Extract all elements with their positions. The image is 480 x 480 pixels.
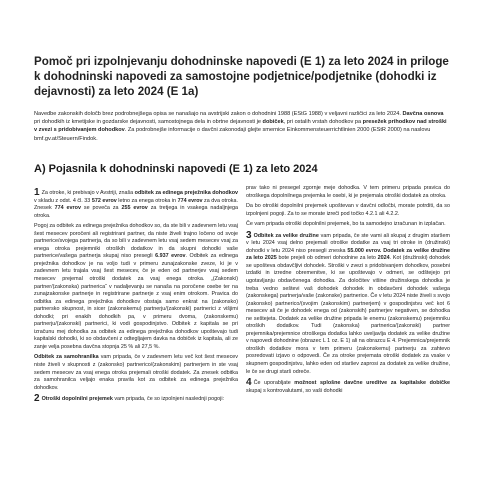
right-column bbox=[246, 185, 450, 398]
text: skupaj s kontrovalutami, so vaši dohodki bbox=[246, 387, 343, 394]
document-title: Pomoč pri izpolnjevanju dohodninske napovedi (E 1) za leto 2024 in priloge k dohodninski napovedi za samostojne podjetnice/podjetnike (dohodki iz dejavnosti) za leto 2024 (E 1a) bbox=[34, 55, 449, 98]
intro-bold-surplus: presežek prihodkov nad stroški v zvezi s pridobivanjem dohodkov bbox=[34, 119, 447, 134]
text: za tretjega in vsakega nadaljnjega otroka. bbox=[34, 205, 238, 219]
text: se poveča za bbox=[80, 205, 122, 212]
paragraph: prav tako ni presegel zgornje meje dohodka. V tem primeru pripada pravica do otroškega dopolnilnega prejemka le osebi, ki je prejemala otroški dodatek za otroka. bbox=[246, 185, 450, 199]
text: v skladu z odst. 4 čl. 33 bbox=[34, 197, 92, 204]
item-number: 4 bbox=[246, 377, 252, 389]
bold-text: 774 evrov bbox=[177, 197, 203, 204]
text: bote prejeli ob odmeri dohodnine za leto bbox=[276, 255, 378, 262]
item-number: 2 bbox=[34, 393, 40, 405]
bold-text: 255 evrov bbox=[121, 205, 148, 212]
bold-text: Odbitek za velike družine bbox=[253, 232, 319, 239]
bold-text: 774 evrov bbox=[54, 205, 81, 212]
text: . Kot (družinski) dohodek se upošteva obdavčljivi dohodek. Stroški v zvezi s pridobivanjem dohodkov, posebni izdatki in izredne obremenitve, ki se upoštevajo v odmeri, se odštejejo pri ugotavljanju obdavčenega dohodka. Za določitev višine družinskega dohodka je treba vedno seštevi vaš dohodek dohodek in obdavčeni dohodek vašega (zakonskega) partnerja/vaše (zakonske) partnerice. Če v letu 2024 niste živeli s svojo (zakonsko) partnerico/(svojim (zakonskim) partnerjem) v gospodinjstvu več kot 6 mesecev ali če je dohodek enega od (zakonskih) partnerjev negativen, se dohodka ne seštejeta. Dodatek za velike družine pripada le enemu (zakonskemu) prejemniku otroških dodatkov. Tudi (zakonska) partnerica/(zakonski) partner prejemnika/prejemnice otroškega dodatka lahko uveljavlja dodatek za velike družine v napovedi dohodnine (obrazec L 1 oz. E 1) ali na obrazcu E 4. Prejemnica/prejemnik otroških dodatkov mora v tem primeru (zakonskemu) partnerju za zahtevo posredovati izjavo o odpovedi. Če za otroke prejemata otroški dodatek za vsake v skupnem gospodinjstvu, lahko eden od staršev zaprosi za dodatek za velike družine, le če se drugi starš odreče. bbox=[246, 255, 450, 375]
intro-text: . Za podrobnejše informacije o davčni zakonodaji glejte smernice Einkommensteuerrichtlinien 2000 (EStR 2000) na naslovu bmf.gv.at/Steuern/Findok. bbox=[34, 127, 431, 142]
text: vam pripada, če v zadevnem letu več kot šest mesecev niste živeli v skupnosti z (zakonsko) partnerico/(zakonskim) partnerjem in ste vsaj sedem mesecev za vsaj enega otroka prejemali otroški dodatek. Za znesek odbitka za samohranilca veljajo enaka pravila kot za odbitek za edinega preježnika dohodkov. bbox=[34, 354, 238, 391]
text: Pogoj za odbitek za edinega preježnika dohodkov so, da ste bili v zadevnem letu vsaj šest mesecev poročeni ali registrirani partner, da niste živeli trajno ločeno od svoje partnerice/svojega partnerja, da so bili v zadevnem letu vsaj sedem mesecev vsaj za enega otroka prejemniki otroških dodatkov in da skupni dohodki vaše partnerice/vašega partnerja skupaj niso presegli bbox=[34, 223, 238, 260]
paragraph bbox=[34, 223, 238, 351]
intro-text: , pri ostalih vrstah dohodkov pa bbox=[283, 119, 363, 126]
item-number: 3 bbox=[246, 229, 252, 241]
item-number: 1 bbox=[34, 187, 40, 198]
item-4 bbox=[246, 379, 450, 395]
text: letno za enega otroka in bbox=[116, 197, 178, 204]
bold-text: možnost splošne davčne ureditve za kapitalske dobičke bbox=[294, 380, 451, 387]
item-2 bbox=[34, 395, 238, 404]
text: Za otroke, ki prebivajo v Avstriji, znaša bbox=[41, 190, 135, 196]
bold-text: 6.937 evrov bbox=[155, 253, 186, 260]
bold-text: 572 evrov bbox=[91, 197, 117, 204]
text: . Odbitek za edinega preježnika dohodkov je na voljo tudi v primeru zunajzakonske zveze, ki je v zadevnem letu trajala vsaj šest mesecev, če je eden od partnerjev vsaj sedem mesecev prejemal otroški dodatek za vsaj enega otroka. „(Zakonski) partner/(zakonska) partnerica“ v nadaljevanju se nanaša na poročene osebe ter na zunajzakonske partnerje in registrirane partnerje z vsaj enim otrokom. Pravica do odbitka za edinega preježnika dohodkov obstaja samo enkrat na (zakonsko) partnersko skupnost, in sicer (zakonskemu) partnerju/(zakonski) partnerici z višjimi dohodki; pri enakih dohodkih pa, v primeru dvoma, (zakonskemu) partnerju/(zakonski) partnerici, ki vodi gospodinjstvo. Odbitek z kapitala se pri izračunu mej dohodka za odbitek za edinega preježnika dohodkov upoštevajo tudi kapitalski dohodki, ki so obdavčeni z odtegljajem davka na dobiček iz kapitala, ali ze zanje velja posebna davčna stopnja 25 % ali 27,5 %. bbox=[34, 253, 239, 350]
section-a-heading: A) Pojasnila k dohodninski napovedi (E 1) za leto 2024 bbox=[34, 163, 318, 175]
paragraph bbox=[34, 354, 238, 392]
intro-text: pri dohodkih iz kmetijske in gozdarske dejavnosti, samostojnega dela in obrtne dejavnosti je bbox=[34, 119, 263, 126]
bold-text: odbitek za edinega preježnika dohodkov bbox=[134, 190, 239, 196]
item-1 bbox=[34, 189, 238, 220]
paragraph: Da bo otroški dopolnilni prejemek upoštevan v davčni odločbi, morate potrditi, da so izpolnjeni pogoji. Za to se morate izreči pod točko 4.2.1 ali 4.2.2. bbox=[246, 203, 450, 217]
text: za dva otroka. Znesek bbox=[34, 197, 238, 212]
intro-bold-profit: dobiček bbox=[262, 119, 284, 126]
intro-bold-tax-base: Davčna osnova bbox=[402, 111, 444, 117]
left-column bbox=[34, 189, 238, 407]
bold-text: Otroški dopolnilni prejemek bbox=[41, 396, 113, 403]
paragraph: Če vam pripada otroški dopolnilni prejemek, bo ta samodejno izračunan in izplačan. bbox=[246, 221, 446, 228]
text: vam pripada, če ste vami ali skupaj z drugim staršem v letu 2024 vsaj delno prejemali otroške dodatke za vsaj tri otroke in (družinski) dohodki v letu 2024 niso presegli zneska bbox=[246, 232, 450, 254]
text: vam pripada, če so izpolnjeni naslednji pogoji: bbox=[112, 396, 225, 403]
item-3 bbox=[246, 229, 451, 376]
bold-text: Odbitek za samohranilka bbox=[34, 354, 99, 361]
text: Če uporabljate bbox=[253, 380, 295, 387]
bold-text: 2024 bbox=[377, 255, 390, 262]
intro-text: Navedbe zakonskih določb brez podrobnejšega opisa se nanašajo na avstrijski zakon o dohodnini 1988 (EStG 1988) v veljavni različici za leto 2024. bbox=[34, 111, 401, 117]
bold-text: 55.000 evrov. Dodatek za velike družine za leto 2025 bbox=[246, 247, 451, 262]
intro-paragraph bbox=[34, 110, 449, 143]
